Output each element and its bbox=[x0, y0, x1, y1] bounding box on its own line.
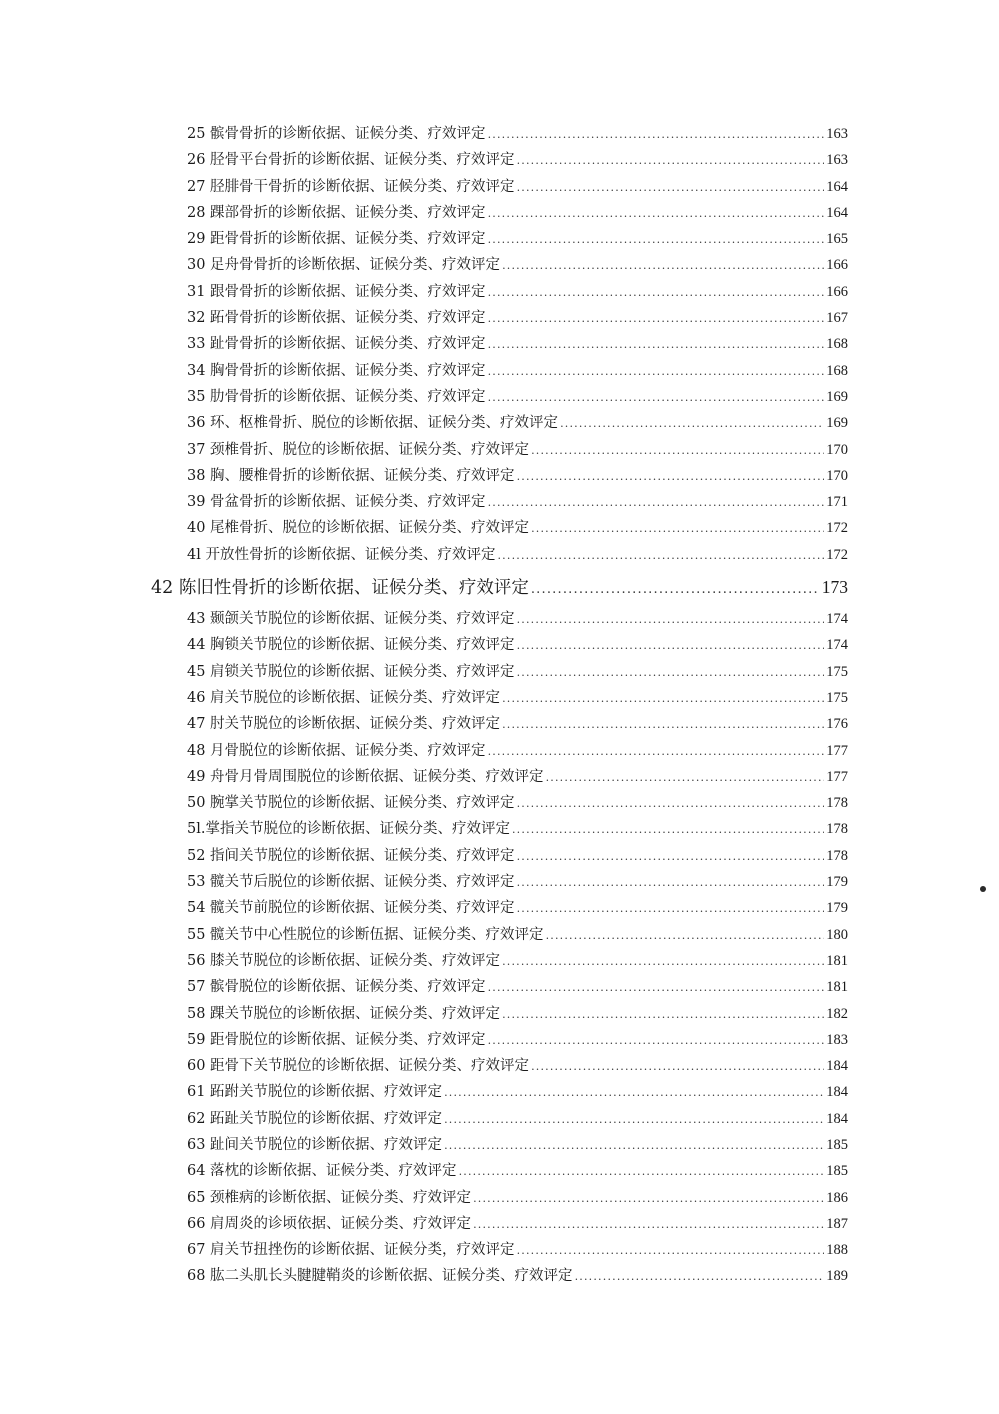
toc-entry-title: 45 肩锁关节脱位的诊断依据、证候分类、疗效评定 bbox=[187, 663, 515, 680]
toc-page-number: 168 bbox=[826, 362, 848, 379]
toc-entry-major[interactable] bbox=[151, 568, 848, 606]
toc-entry-title: 55 髋关节中心性脱位的诊断伍据、证候分类、疗效评定 bbox=[187, 926, 544, 943]
toc-entry[interactable] bbox=[187, 305, 848, 331]
toc-entry-title: 27 胫腓骨干骨折的诊断依据、证候分类、疗效评定 bbox=[187, 178, 515, 195]
toc-entry-title: 57 髌骨脱位的诊断依据、证候分类、疗效评定 bbox=[187, 979, 486, 996]
toc-entry-title: 64 落枕的诊断依据、证候分类、疗效评定 bbox=[187, 1163, 457, 1180]
toc-page-number: 163 bbox=[826, 152, 848, 169]
toc-leader-dots bbox=[488, 739, 825, 765]
toc-page-number: 177 bbox=[826, 742, 848, 759]
toc-entry-title: 59 距骨脱位的诊断依据、证候分类、疗效评定 bbox=[187, 1031, 486, 1048]
toc-leader-dots bbox=[488, 201, 825, 227]
toc-entry[interactable] bbox=[187, 685, 848, 711]
toc-leader-dots bbox=[531, 516, 824, 542]
toc-entry[interactable] bbox=[187, 974, 848, 1000]
toc-leader-dots bbox=[512, 817, 824, 843]
toc-page-number: 169 bbox=[826, 388, 848, 405]
toc-leader-dots bbox=[517, 844, 825, 870]
toc-entry-title: 30 足舟骨骨折的诊断依据、证候分类、疗效评定 bbox=[187, 257, 501, 274]
toc-page-number: 186 bbox=[826, 1189, 848, 1206]
toc-leader-dots bbox=[488, 306, 825, 332]
toc-entry[interactable] bbox=[187, 1237, 848, 1263]
toc-leader-dots bbox=[517, 896, 825, 922]
toc-page-number: 172 bbox=[826, 546, 848, 563]
toc-entry-title: 65 颈椎病的诊断依据、证候分类、疗效评定 bbox=[187, 1189, 472, 1206]
toc-entry[interactable] bbox=[187, 606, 848, 632]
toc-entry-title: 63 趾间关节脱位的诊断依据、疗效评定 bbox=[187, 1136, 443, 1153]
toc-entry[interactable] bbox=[187, 1001, 848, 1027]
toc-entry-title: 68 肱二头肌长头腱腱鞘炎的诊断依据、证候分类、疗效评定 bbox=[187, 1268, 573, 1285]
toc-entry[interactable] bbox=[187, 632, 848, 658]
toc-entry-title: 66 肩周炎的诊顷依据、证候分类、疗效评定 bbox=[187, 1215, 472, 1232]
toc-entry[interactable] bbox=[187, 252, 848, 278]
toc-entry-title: 61 跖跗关节脱位的诊断依据、疗效评定 bbox=[187, 1084, 443, 1101]
toc-leader-dots bbox=[444, 1107, 824, 1133]
toc-page-number: 174 bbox=[826, 637, 848, 654]
toc-page-number: 167 bbox=[826, 310, 848, 327]
toc-entry[interactable] bbox=[187, 1053, 848, 1079]
toc-leader-dots bbox=[473, 1212, 824, 1238]
toc-page-number: 180 bbox=[826, 926, 848, 943]
toc-entry-title: 4l 开放性骨折的诊断依据、证候分类、疗效评定 bbox=[187, 546, 496, 563]
toc-entry[interactable] bbox=[187, 200, 848, 226]
toc-entry[interactable] bbox=[187, 1263, 848, 1289]
toc-entry-title: 32 跖骨骨折的诊断依据、证候分类、疗效评定 bbox=[187, 310, 486, 327]
toc-leader-dots bbox=[488, 359, 825, 385]
toc-entry[interactable] bbox=[187, 1158, 848, 1184]
toc-entry[interactable] bbox=[187, 515, 848, 541]
toc-page-number: 177 bbox=[826, 768, 848, 785]
toc-entry-title: 50 腕掌关节脱位的诊断依据、证候分类、疗效评定 bbox=[187, 795, 515, 812]
toc-page-number: 188 bbox=[826, 1242, 848, 1259]
toc-page-number: 182 bbox=[826, 1005, 848, 1022]
toc-page-number: 168 bbox=[826, 336, 848, 353]
toc-leader-dots bbox=[488, 332, 825, 358]
toc-entry[interactable] bbox=[187, 816, 848, 842]
toc-page-number: 170 bbox=[826, 441, 848, 458]
toc-entry[interactable] bbox=[187, 659, 848, 685]
toc-leader-dots bbox=[517, 791, 825, 817]
toc-entry-title: 58 踝关节脱位的诊断依据、证候分类、疗效评定 bbox=[187, 1005, 501, 1022]
toc-page-number: 175 bbox=[826, 689, 848, 706]
toc-entry-title: 33 趾骨骨折的诊断依据、证候分类、疗效评定 bbox=[187, 336, 486, 353]
toc-leader-dots bbox=[517, 1238, 825, 1264]
toc-entry-title: 67 肩关节扭挫伤的诊断依据、证候分类，疗效评定 bbox=[187, 1242, 515, 1259]
toc-leader-dots bbox=[488, 1028, 825, 1054]
toc-leader-dots bbox=[488, 122, 825, 148]
toc-leader-dots bbox=[531, 571, 820, 609]
toc-page-number: 179 bbox=[826, 874, 848, 891]
toc-entry[interactable] bbox=[187, 790, 848, 816]
toc-leader-dots bbox=[488, 385, 825, 411]
toc-entry[interactable] bbox=[187, 437, 848, 463]
toc-entry[interactable] bbox=[187, 738, 848, 764]
toc-entry[interactable] bbox=[187, 463, 848, 489]
table-of-contents bbox=[0, 121, 999, 1290]
toc-entry-title: 47 肘关节脱位的诊断依据、证候分类、疗效评定 bbox=[187, 716, 501, 733]
toc-page-number: 166 bbox=[826, 283, 848, 300]
toc-entry[interactable] bbox=[187, 1027, 848, 1053]
toc-entry[interactable] bbox=[187, 489, 848, 515]
toc-entry[interactable] bbox=[187, 121, 848, 147]
toc-leader-dots bbox=[473, 1186, 824, 1212]
toc-entry[interactable] bbox=[187, 174, 848, 200]
toc-entry-title: 26 胫骨平台骨折的诊断依据、证候分类、疗效评定 bbox=[187, 152, 515, 169]
toc-entry-title: 56 膝关节脱位的诊断依据、证候分类、疗效评定 bbox=[187, 952, 501, 969]
toc-entry[interactable] bbox=[187, 410, 848, 436]
toc-entry[interactable] bbox=[187, 358, 848, 384]
toc-leader-dots bbox=[459, 1159, 825, 1185]
toc-leader-dots bbox=[531, 438, 824, 464]
toc-leader-dots bbox=[497, 543, 824, 569]
toc-leader-dots bbox=[502, 712, 824, 738]
toc-entry[interactable] bbox=[187, 843, 848, 869]
toc-leader-dots bbox=[444, 1080, 824, 1106]
toc-page-number: 178 bbox=[826, 847, 848, 864]
toc-entry-title: 60 距骨下关节脱位的诊断依据、证候分类、疗效评定 bbox=[187, 1058, 530, 1075]
toc-leader-dots bbox=[502, 253, 824, 279]
toc-entry-title: 49 舟骨月骨周围脱位的诊断依据、证候分类、疗效评定 bbox=[187, 768, 544, 785]
toc-page-number: 179 bbox=[826, 900, 848, 917]
toc-page-number: 175 bbox=[826, 663, 848, 680]
toc-leader-dots bbox=[517, 175, 825, 201]
toc-leader-dots bbox=[488, 280, 825, 306]
toc-leader-dots bbox=[575, 1264, 825, 1290]
toc-entry[interactable] bbox=[187, 948, 848, 974]
toc-entry[interactable] bbox=[187, 1106, 848, 1132]
toc-entry-title: 48 月骨脱位的诊断依据、证候分类、疗效评定 bbox=[187, 742, 486, 759]
toc-entry-title: 29 距骨骨折的诊断依据、证候分类、疗效评定 bbox=[187, 231, 486, 248]
toc-entry-title: 62 跖趾关节脱位的诊断依据、疗效评定 bbox=[187, 1110, 443, 1127]
toc-page-number: 172 bbox=[826, 520, 848, 537]
toc-entry[interactable] bbox=[187, 1211, 848, 1237]
toc-page-number: 178 bbox=[826, 795, 848, 812]
toc-leader-dots bbox=[488, 227, 825, 253]
toc-page-number: 174 bbox=[826, 611, 848, 628]
toc-entry-title: 43 颞颌关节脱位的诊断依据、证候分类、疗效评定 bbox=[187, 611, 515, 628]
toc-leader-dots bbox=[517, 633, 825, 659]
toc-leader-dots bbox=[546, 765, 825, 791]
toc-entry[interactable] bbox=[187, 1185, 848, 1211]
toc-page-number: 170 bbox=[826, 467, 848, 484]
toc-leader-dots bbox=[502, 686, 824, 712]
toc-entry[interactable] bbox=[187, 1132, 848, 1158]
toc-leader-dots bbox=[488, 490, 825, 516]
toc-page-number: 189 bbox=[826, 1268, 848, 1285]
toc-entry[interactable] bbox=[187, 711, 848, 737]
toc-entry[interactable] bbox=[187, 764, 848, 790]
toc-leader-dots bbox=[444, 1133, 824, 1159]
toc-entry-title: 42 陈旧性骨折的诊断依据、证候分类、疗效评定 bbox=[151, 578, 529, 599]
toc-entry-title: 53 髋关节后脱位的诊断依据、证候分类、疗效评定 bbox=[187, 874, 515, 891]
toc-entry[interactable] bbox=[187, 226, 848, 252]
toc-page-number: 165 bbox=[826, 231, 848, 248]
toc-entry-title: 38 胸、腰椎骨折的诊断依据、证候分类、疗效评定 bbox=[187, 467, 515, 484]
toc-leader-dots bbox=[517, 660, 825, 686]
toc-entry-title: 35 肋骨骨折的诊断依据、证候分类、疗效评定 bbox=[187, 388, 486, 405]
toc-entry-title: 5l.掌指关节脱位的诊断依据、证候分类、疗效评定 bbox=[187, 821, 510, 838]
toc-page-number: 183 bbox=[826, 1031, 848, 1048]
toc-page-number: 181 bbox=[826, 979, 848, 996]
toc-page-number: 181 bbox=[826, 952, 848, 969]
toc-page-number: 176 bbox=[826, 716, 848, 733]
toc-leader-dots bbox=[531, 1054, 824, 1080]
toc-entry-title: 46 肩关节脱位的诊断依据、证候分类、疗效评定 bbox=[187, 689, 501, 706]
toc-page-number: 184 bbox=[826, 1058, 848, 1075]
toc-leader-dots bbox=[517, 870, 825, 896]
toc-page-number: 164 bbox=[826, 204, 848, 221]
toc-entry-title: 36 环、枢椎骨折、脱位的诊断依据、证候分类、疗效评定 bbox=[187, 415, 559, 432]
toc-leader-dots bbox=[517, 148, 825, 174]
toc-entry-title: 25 髌骨骨折的诊断依据、证候分类、疗效评定 bbox=[187, 126, 486, 142]
toc-leader-dots bbox=[488, 975, 825, 1001]
toc-page-number: 185 bbox=[826, 1163, 848, 1180]
toc-entry[interactable] bbox=[187, 331, 848, 357]
toc-entry-title: 52 指间关节脱位的诊断依据、证候分类、疗效评定 bbox=[187, 847, 515, 864]
toc-leader-dots bbox=[502, 1002, 824, 1028]
toc-entry-title: 28 踝部骨折的诊断依据、证候分类、疗效评定 bbox=[187, 204, 486, 221]
toc-page-number: 166 bbox=[826, 257, 848, 274]
toc-entry[interactable] bbox=[187, 147, 848, 173]
toc-page-number: 163 bbox=[826, 126, 848, 142]
toc-entry-title: 54 髋关节前脱位的诊断依据、证候分类、疗效评定 bbox=[187, 900, 515, 917]
toc-page-number: 164 bbox=[826, 178, 848, 195]
toc-page-number: 171 bbox=[826, 494, 848, 511]
toc-entry[interactable] bbox=[187, 895, 848, 921]
toc-entry-title: 40 尾椎骨折、脱位的诊断依据、证候分类、疗效评定 bbox=[187, 520, 530, 537]
toc-entry[interactable] bbox=[187, 869, 848, 895]
toc-entry-title: 44 胸锁关节脱位的诊断依据、证候分类、疗效评定 bbox=[187, 637, 515, 654]
toc-entry[interactable] bbox=[187, 1079, 848, 1105]
toc-entry-title: 37 颈椎骨折、脱位的诊断依据、证候分类、疗效评定 bbox=[187, 441, 530, 458]
toc-entry-title: 39 骨盆骨折的诊断依据、证候分类、疗效评定 bbox=[187, 494, 486, 511]
toc-page-number: 173 bbox=[821, 577, 848, 598]
toc-page-number: 185 bbox=[826, 1136, 848, 1153]
toc-entry-title: 31 跟骨骨折的诊断依据、证候分类、疗效评定 bbox=[187, 283, 486, 300]
toc-leader-dots bbox=[517, 464, 825, 490]
toc-page-number: 187 bbox=[826, 1215, 848, 1232]
toc-leader-dots bbox=[546, 923, 825, 949]
scan-speck bbox=[980, 886, 986, 892]
toc-page-number: 184 bbox=[826, 1110, 848, 1127]
toc-leader-dots bbox=[502, 949, 824, 975]
toc-page-number: 184 bbox=[826, 1084, 848, 1101]
toc-leader-dots bbox=[560, 411, 824, 437]
toc-entry[interactable] bbox=[187, 384, 848, 410]
toc-page-number: 169 bbox=[826, 415, 848, 432]
toc-entry-title: 34 胸骨骨折的诊断依据、证候分类、疗效评定 bbox=[187, 362, 486, 379]
toc-page-number: 178 bbox=[826, 821, 848, 838]
toc-entry[interactable] bbox=[187, 922, 848, 948]
toc-leader-dots bbox=[517, 607, 825, 633]
toc-entry[interactable] bbox=[187, 542, 848, 568]
toc-entry[interactable] bbox=[187, 279, 848, 305]
